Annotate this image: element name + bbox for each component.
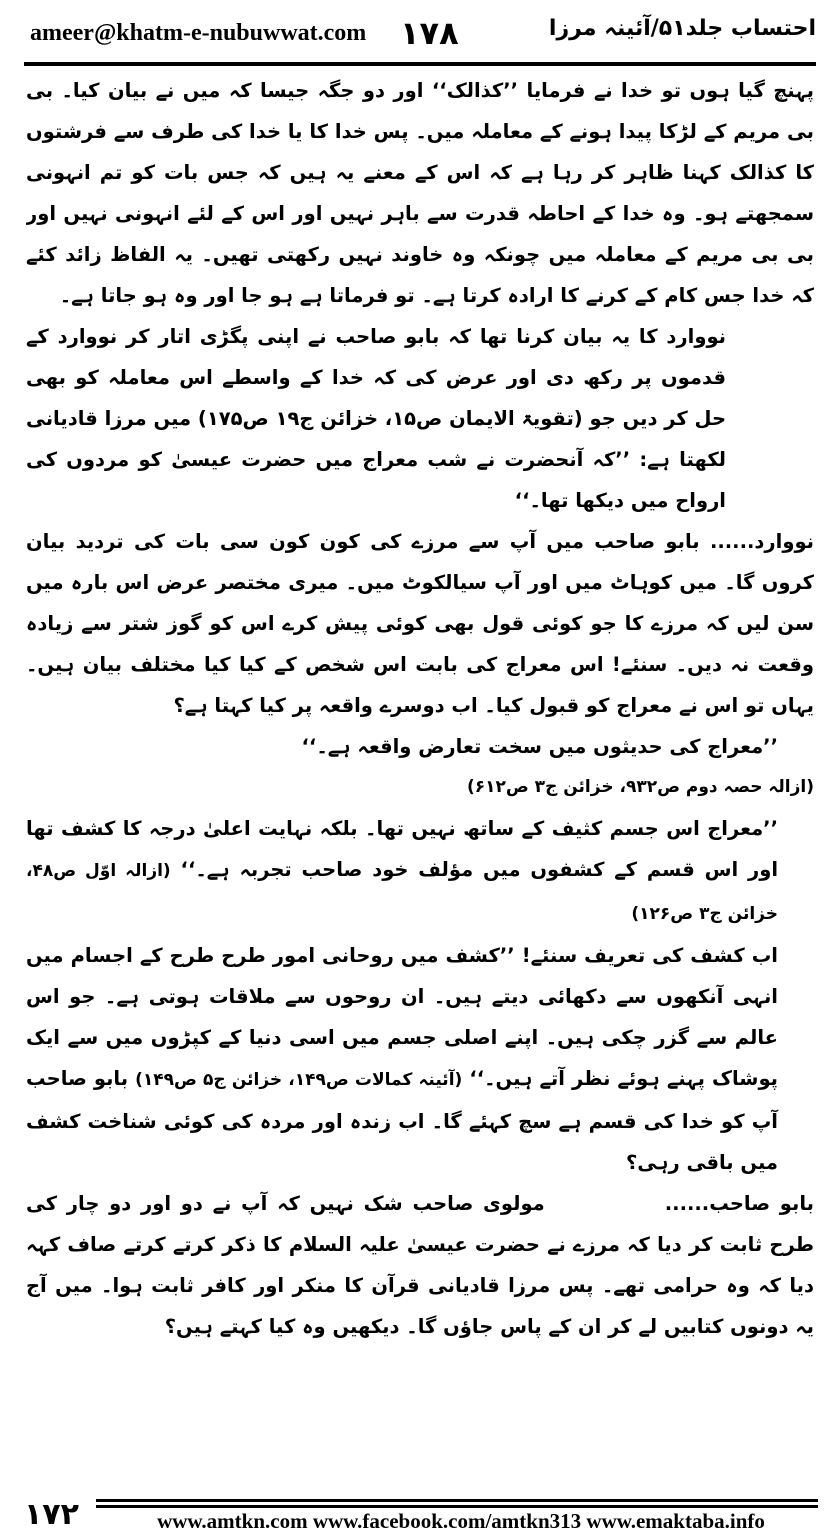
- footer-links: www.amtkn.com www.facebook.com/amtkn313 www.emaktaba.info: [157, 1509, 765, 1533]
- paragraph-5-speaker: بابو صاحب......: [664, 1192, 814, 1215]
- reference-3: (آئینہ کمالات ص۱۴۹، خزائن ج۵ ص۱۴۹): [135, 1070, 463, 1090]
- paragraph-4-text: اب کشف کی تعریف سنئے! ’’کشف میں روحانی امور طرح طرح کے اجسام میں انہی آنکھوں سے دکھائی دیتے ہیں۔ ان روحوں سے ملاقات ہوتی ہے۔ جو اس عالم سے گزر چکی ہیں۔ اپنے اصلی جسم میں اسی دنیا کے کپڑوں میں سے ایک پوشاک پہنے ہوئے نظر آتے ہیں۔‘‘: [26, 944, 778, 1090]
- quote-1: ’’معراج کی حدیثوں میں سخت تعارض واقعہ ہے۔‘‘: [301, 735, 778, 758]
- footer-page-number: ۱۷۲: [24, 1497, 79, 1532]
- paragraph-1: پہنچ گیا ہوں تو خدا نے فرمایا ’’کذالک‘‘ اور دو جگہ جیسا کہ میں نے بیان کیا۔ بی بی مریم کے لڑکا پیدا ہونے کے معاملہ میں۔ پس خدا کا یا خدا کی طرف سے فرشتوں کا کذالک کہنا ظاہر کر رہا ہے کہ اس کے معنے یہ ہیں کہ جس بات کو تم انہونی سمجھتے ہو۔ وہ خدا کے احاطہ قدرت سے باہر نہیں اور اس کے لئے انہونی نہیں اور بی بی مریم کے معاملہ میں چونکہ وہ خاوند نہیں رکھتی تھیں۔ یہ الفاظ زائد کئے کہ خدا جس کام کے کرنے کا ارادہ کرتا ہے۔ تو فرماتا ہے ہو جا اور وہ ہو جاتا ہے۔: [26, 79, 814, 307]
- quote-2: [26, 808, 814, 935]
- paragraph-2: نووارد کا یہ بیان کرنا تھا کہ بابو صاحب نے اپنی پگڑی اتار کر نووارد کے قدموں پر رکھ دی اور عرض کی کہ خدا کے واسطے اس معاملہ کو بھی حل کر دیں جو (تقویۃ الایمان ص۱۵، خزائن ج۱۹ ص۱۷۵) میں مرزا قادیانی لکھتا ہے: ’’کہ آنحضرت نے شب معراج میں حضرت عیسیٰ کو مردوں کی ارواح میں دیکھا تھا۔‘‘: [26, 325, 727, 512]
- paragraph-5-text: مولوی صاحب شک نہیں کہ آپ نے دو اور دو چار کی طرح ثابت کر دیا کہ مرزے نے حضرت عیسیٰ علیہ السلام کا ذکر کرتے کرتے صاف کہہ دیا کہ وہ حرامی تھے۔ پس مرزا قادیانی قرآن کا منکر اور کافر ثابت ہوا۔ میں آج یہ دونوں کتابیں لے کر ان کے پاس جاؤں گا۔ دیکھیں وہ کیا کہتے ہیں؟: [26, 1192, 814, 1338]
- header-page-number: ۱۷۸: [400, 14, 459, 52]
- footer-rule-bottom: [96, 1505, 818, 1508]
- paragraph-3: نووارد...... بابو صاحب میں آپ سے مرزے کی کون کون سی بات کی تردید بیان کروں گا۔ میں کوہاٹ میں اور آپ سیالکوٹ میں۔ میری مختصر عرض اس بارہ میں سن لیں کہ مرزے کا جو کوئی قول بھی کوئی پیش کرے اس کو گوز شتر سے زیادہ وقعت نہ دیں۔ سنئے! اس معراج کی بابت اس شخص کے کیا کیا مختلف بیان ہیں۔ یہاں تو اس نے معراج کو قبول کیا۔ اب دوسرے واقعہ پر کیا کہتا ہے؟: [26, 530, 814, 717]
- reference-1: (ازالہ حصہ دوم ص۹۳۲، خزائن ج۳ ص۶۱۲): [466, 777, 814, 797]
- page-body: [26, 70, 814, 1450]
- header-rule: [24, 62, 816, 66]
- header-email: ameer@khatm-e-nubuwwat.com: [30, 20, 367, 46]
- quote-2-text: ’’معراج اس جسم کثیف کے ساتھ نہیں تھا۔ بلکہ نہایت اعلیٰ درجہ کا کشف تھا اور اس قسم کے کشفوں میں مؤلف خود صاحب تجربہ ہے۔‘‘: [26, 817, 779, 881]
- paragraph-4-question: بابو صاحب آپ کو خدا کی قسم ہے سچ کہئے گا۔ اب زندہ اور مردہ کی کوئی شناخت کشف میں باقی رہی؟: [26, 1067, 778, 1174]
- footer-rule-top: [96, 1499, 818, 1502]
- paragraph-4: [26, 935, 814, 1183]
- page-footer: [22, 1497, 818, 1537]
- reference-2: (ازالہ اوّل ص۴۸، خزائن ج۳ ص۱۲۶): [26, 861, 778, 924]
- paragraph-5: [26, 1183, 814, 1347]
- page-header: [30, 14, 816, 58]
- header-title: احتساب جلد۵۱/آئینہ مرزا: [548, 16, 816, 41]
